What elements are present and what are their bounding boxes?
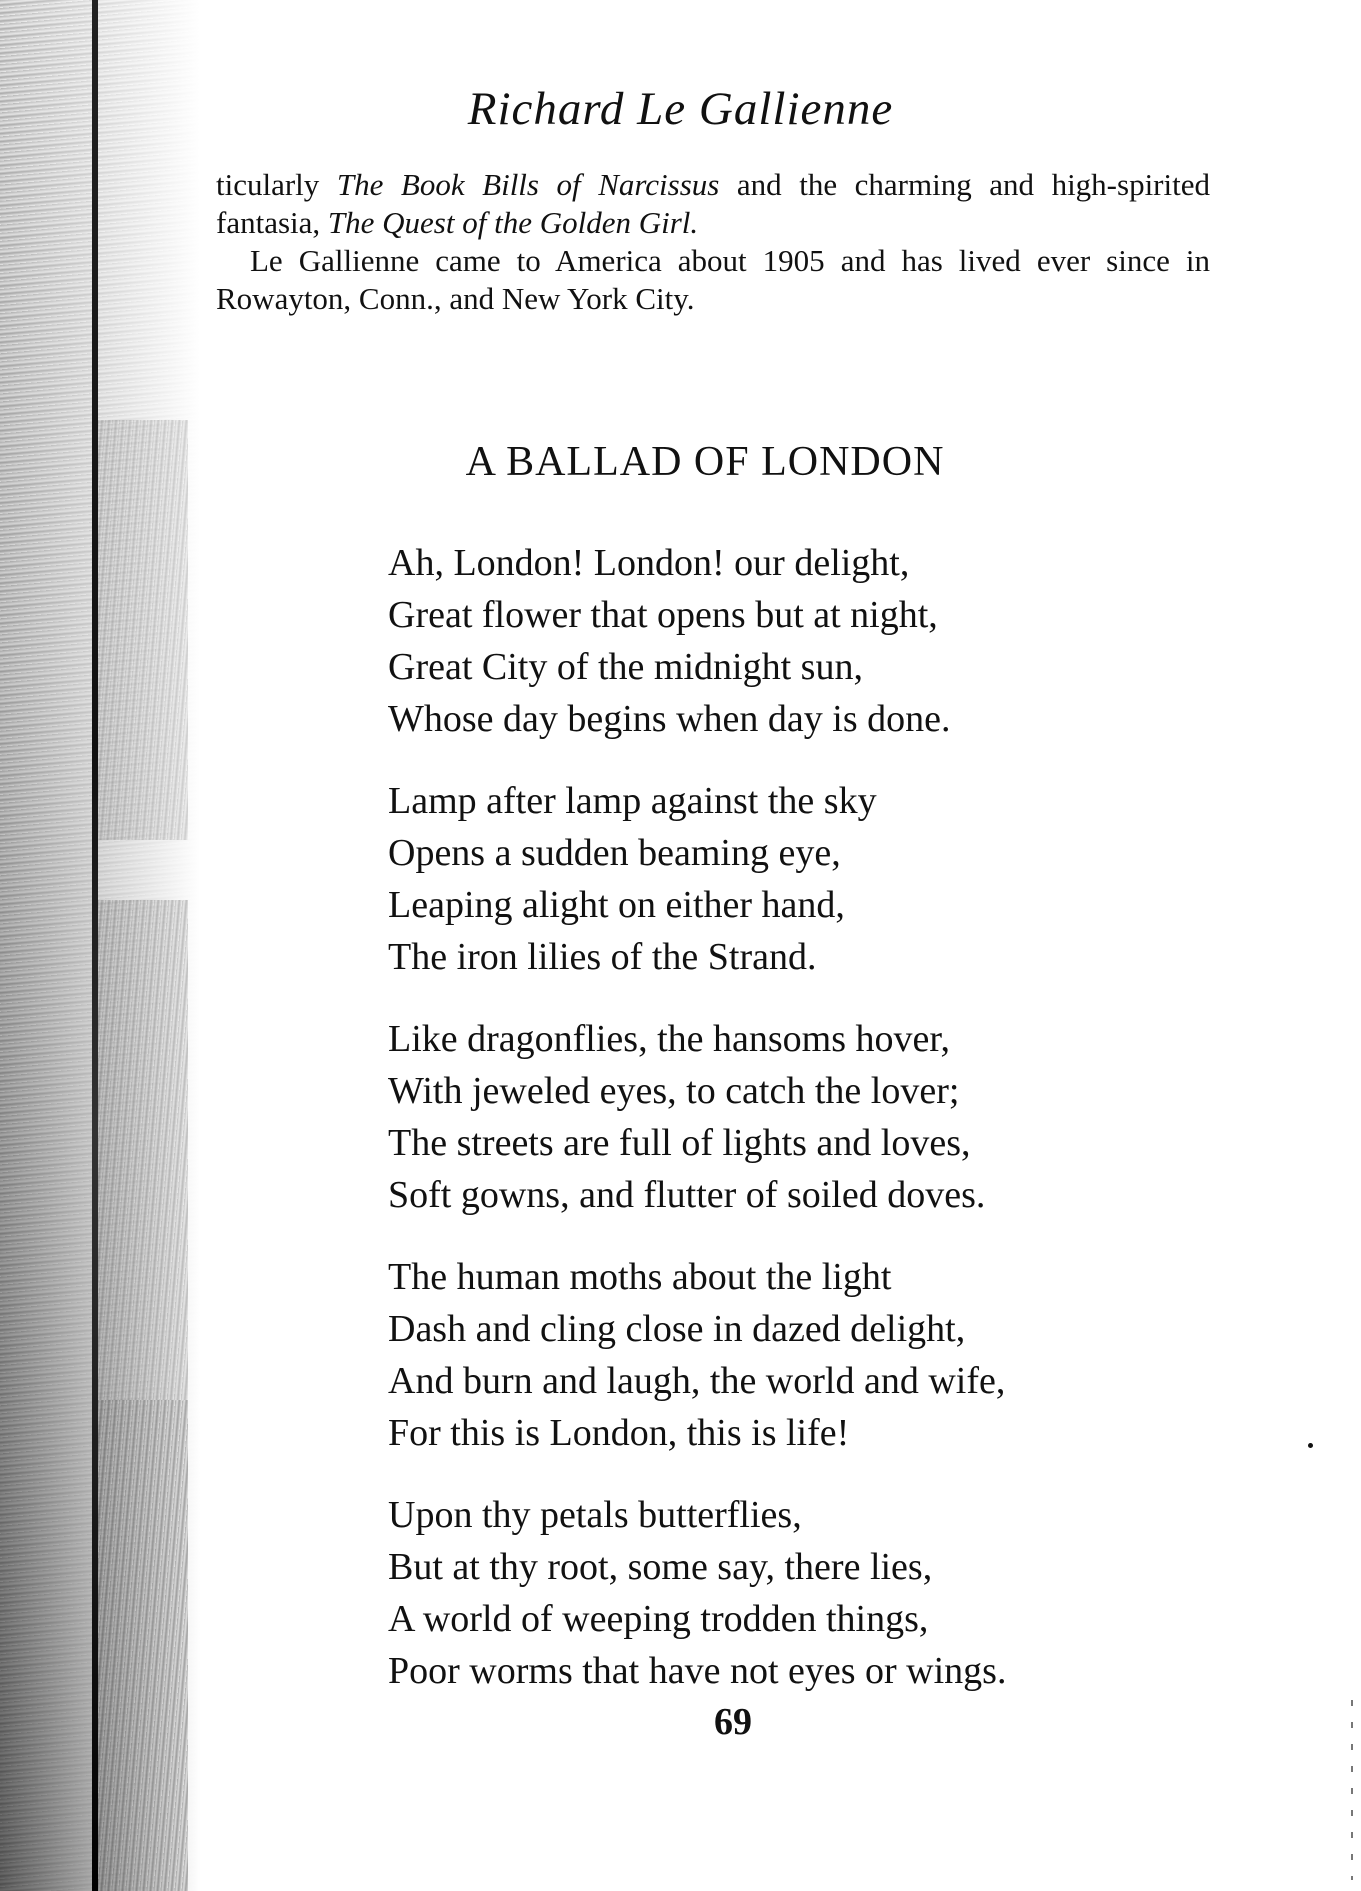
poem-line: For this is London, this is life! <box>388 1412 850 1454</box>
ink-speck <box>1308 1443 1313 1448</box>
binding-edge <box>92 0 98 1891</box>
poem-line: And burn and laugh, the world and wife, <box>388 1360 1006 1402</box>
intro-prose <box>216 166 1210 318</box>
poem-line: Soft gowns, and flutter of soiled doves. <box>388 1174 986 1216</box>
poem-line: The iron lilies of the Strand. <box>388 936 817 978</box>
poem-line: With jeweled eyes, to catch the lover; <box>388 1070 960 1112</box>
poem-line: Opens a sudden beaming eye, <box>388 832 841 874</box>
poem-line: A world of weeping trodden things, <box>388 1598 929 1640</box>
poem-title: A BALLAD OF LONDON <box>465 439 945 485</box>
gutter-stain <box>98 1400 188 1891</box>
scan-edge-marks <box>1351 1700 1353 1880</box>
poem-line: The human moths about the light <box>388 1256 892 1298</box>
poem-line: Ah, London! London! our delight, <box>388 542 910 584</box>
prose-paragraph-1 <box>216 166 1210 242</box>
book-title-italic: The Book Bills of Narcissus <box>336 167 720 202</box>
poem-line: Leaping alight on either hand, <box>388 884 845 926</box>
poem-stanza <box>388 1489 1006 1697</box>
poem-body <box>388 537 1006 1727</box>
poem-line: Upon thy petals butterflies, <box>388 1494 802 1536</box>
prose-paragraph-2: Le Gallienne came to America about 1905 and has lived ever since in Rowayton, Conn., and New York City. <box>216 243 1210 316</box>
book-title-italic: The Quest of the Golden Girl. <box>327 205 699 240</box>
poem-stanza <box>388 775 1006 983</box>
gutter-stain <box>98 900 188 1400</box>
poem-line: The streets are full of lights and loves, <box>388 1122 971 1164</box>
poem-line: Like dragonflies, the hansoms hover, <box>388 1018 951 1060</box>
running-head: Richard Le Gallienne <box>467 83 894 135</box>
prose-text: and the charming and high-spirited fantasia, <box>216 167 1210 240</box>
poem-line: Great flower that opens but at night, <box>388 594 938 636</box>
poem-stanza <box>388 537 1006 745</box>
poem-line: Lamp after lamp against the sky <box>388 780 877 822</box>
poem-line: Poor worms that have not eyes or wings. <box>388 1650 1007 1692</box>
poem-line: Whose day begins when day is done. <box>388 698 951 740</box>
poem-line: But at thy root, some say, there lies, <box>388 1546 933 1588</box>
page-number: 69 <box>714 1701 752 1743</box>
poem-line: Great City of the midnight sun, <box>388 646 863 688</box>
poem-stanza <box>388 1251 1006 1459</box>
prose-text: ticularly <box>216 167 337 202</box>
poem-line: Dash and cling close in dazed delight, <box>388 1308 966 1350</box>
poem-stanza <box>388 1013 1006 1221</box>
